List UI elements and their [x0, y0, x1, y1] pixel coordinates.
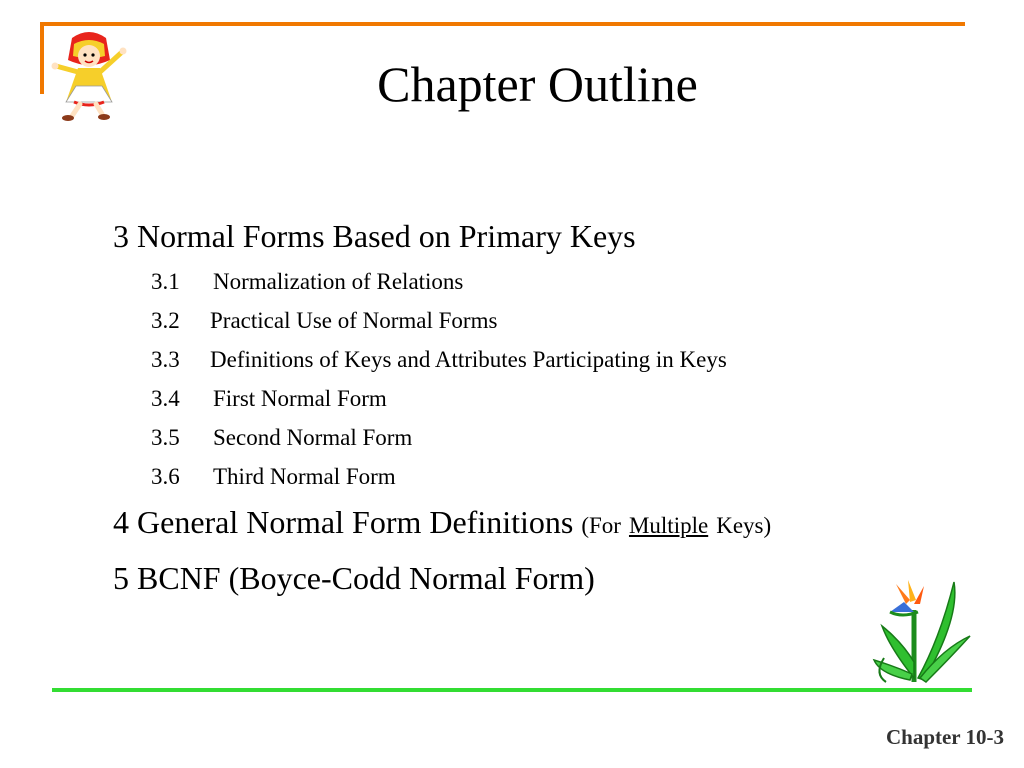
outline-item-number: 3 [113, 218, 129, 254]
slide-title: Chapter Outline [377, 56, 698, 112]
outline-item-text: General Normal Form Definitions [137, 504, 574, 540]
outline-item-3 [113, 210, 993, 262]
outline-item-5 [113, 552, 993, 604]
outline-subitem-text: Practical Use of Normal Forms [210, 308, 498, 333]
outline-item-note-after: Keys) [716, 513, 772, 538]
outline-item-number: 4 [113, 504, 129, 540]
outline-subitem-text: Normalization of Relations [213, 269, 464, 294]
outline-item-note-underlined: Multiple [628, 513, 709, 538]
outline-subitem-number: 3.6 [151, 464, 180, 489]
outline-subitem-number: 3.5 [151, 425, 180, 450]
outline-subitem-number: 3.1 [151, 269, 180, 294]
flower-plant-icon [870, 578, 974, 684]
outline-item-number: 5 [113, 560, 129, 596]
outline-subitem-text: Third Normal Form [213, 464, 396, 489]
outline-subitem-3-2 [113, 301, 993, 340]
outline-subitem-3-6 [113, 457, 993, 496]
outline-item-note-before: (For [581, 513, 621, 538]
outline-subitem-3-3 [113, 340, 993, 379]
outline-subitem-text: First Normal Form [213, 386, 387, 411]
outline-subitem-3-1 [113, 262, 993, 301]
outline-item-text: Normal Forms Based on Primary Keys [137, 218, 636, 254]
outline-list [113, 210, 993, 604]
slide-footer: Chapter 10-3 [885, 725, 1004, 749]
outline-subitem-number: 3.3 [151, 347, 180, 372]
bottom-divider-line [52, 688, 972, 692]
outline-subitem-text: Second Normal Form [213, 425, 413, 450]
outline-subitem-3-4 [113, 379, 993, 418]
outline-subitem-number: 3.4 [151, 386, 180, 411]
outline-subitem-text: Definitions of Keys and Attributes Participating in Keys [210, 347, 727, 372]
outline-subitem-number: 3.2 [151, 308, 180, 333]
outline-item-4 [113, 496, 993, 552]
outline-subitem-3-5 [113, 418, 993, 457]
frame-top-border [40, 22, 965, 26]
outline-item-text: BCNF (Boyce-Codd Normal Form) [137, 560, 595, 596]
